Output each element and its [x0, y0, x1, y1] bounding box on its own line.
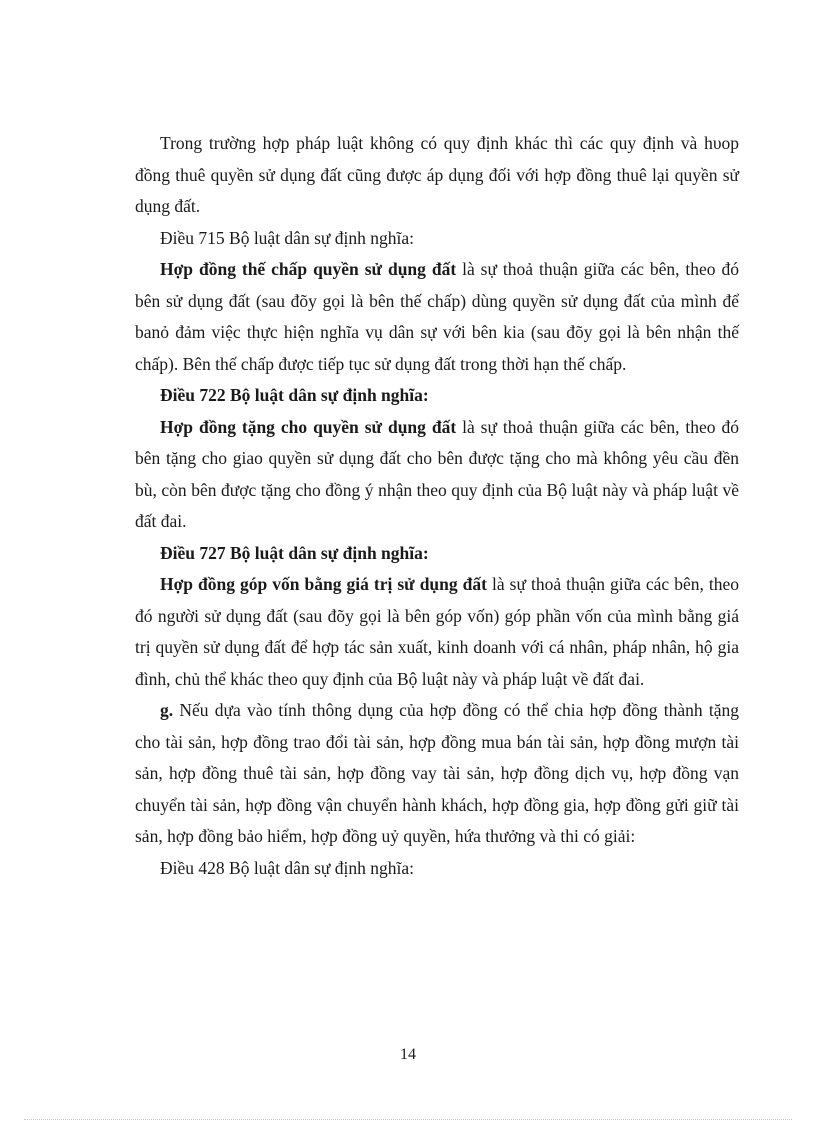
paragraph-text: Điều 715 Bộ luật dân sự định nghĩa:	[160, 227, 414, 248]
page-number: 14	[400, 1046, 416, 1063]
paragraph-gift-definition	[135, 412, 739, 538]
paragraph-capital-contribution-definition	[135, 569, 739, 695]
paragraph-mortgage-definition	[135, 254, 739, 380]
document-body	[135, 128, 739, 884]
paragraph-text: là sự thoả thuận giữa các bên, theo đó bên tặng cho giao quyền sử dụng đất cho bên được tặng cho mà không yêu cầu đền bù, còn bên được tặng cho đồng ý nhận theo quy định của Bộ luật này và pháp luật về đất đai.	[135, 416, 739, 531]
page-bottom-divider	[24, 1119, 792, 1120]
paragraph-article-715	[135, 223, 739, 255]
paragraph-text: là sự thoả thuận giữa các bên, theo đó người sử dụng đất (sau đõy gọi là bên góp vốn) góp phần vốn của mình bằng giá trị quyền sử dụng đất để hợp tác sản xuất, kinh doanh với cá nhân, pháp nhân, hộ gia đình, chủ thể khác theo quy định của Bộ luật này và pháp luật về đất đai.	[135, 574, 739, 689]
section-marker: g.	[160, 700, 174, 720]
paragraph-text: Nếu dựa vào tính thông dụng của hợp đồng có thể chia hợp đồng thành tặng cho tài sản, hợp đồng trao đổi tài sản, hợp đồng mua bán tài sản, hợp đồng mượn tài sản, hợp đồng thuê tài sản, hợp đồng vay tài sản, hợp đồng dịch vụ, hợp đồng vạn chuyển tài sản, hợp đồng vận chuyển hành khách, hợp đồng gia, hợp đồng gửi giữ tài sản, hợp đồng bảo hiểm, hợp đồng uỷ quyền, hứa thưởng và thi có giải:	[135, 700, 739, 846]
article-heading: Điều 722 Bộ luật dân sự định nghĩa:	[160, 385, 429, 405]
paragraph-text: Trong trường hợp pháp luật không có quy định khác thì các quy định và hυop đồng thuê quyền sử dụng đất cũng được áp dụng đối với hợp đồng thuê lại quyền sử dụng đất.	[135, 133, 739, 216]
paragraph-text: là sự thoả thuận giữa các bên, theo đó bên sử dụng đất (sau đõy gọi là bên thế chấp) dùng quyền sử dụng đất của mình để banỏ đảm việc thực hiện nghĩa vụ dân sự với bên kia (sau đõy gọi là bên nhận thế chấp). Bên thế chấp được tiếp tục sử dụng đất trong thời hạn thế chấp.	[135, 259, 739, 374]
defined-term: Hợp đồng thế chấp quyền sử dụng đất	[160, 259, 457, 279]
article-heading: Điều 727 Bộ luật dân sự định nghĩa:	[160, 542, 429, 563]
paragraph-article-428	[135, 853, 739, 885]
paragraph-lease-rules	[135, 128, 739, 223]
defined-term: Hợp đồng tặng cho quyền sử dụng đất	[160, 416, 457, 437]
paragraph-section-g	[135, 695, 739, 853]
defined-term: Hợp đồng góp vốn bằng giá trị sử dụng đất	[160, 574, 487, 594]
paragraph-text: Điều 428 Bộ luật dân sự định nghĩa:	[160, 857, 414, 878]
heading-article-722	[135, 380, 739, 412]
heading-article-727	[135, 538, 739, 570]
